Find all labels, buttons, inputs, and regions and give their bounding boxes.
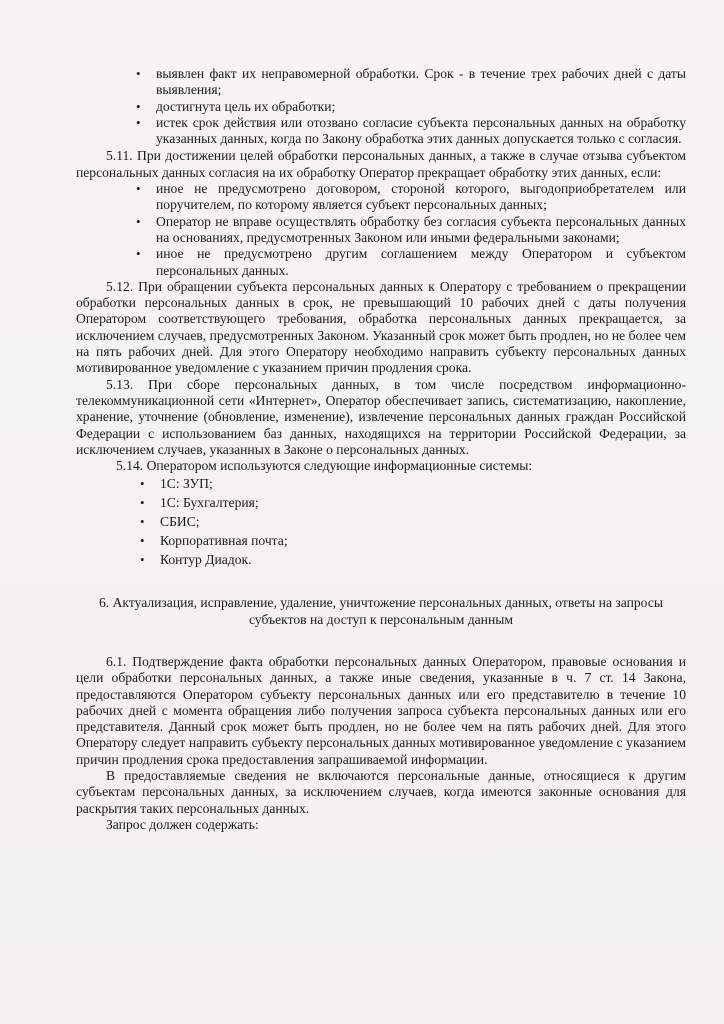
list-item: • Контур Диадок. <box>160 552 686 568</box>
paragraph-5-13: 5.13. При сборе персональных данных, в том числе посредством информационно-телекоммуникационной сети «Интернет», Оператор обеспечивает запись, систематизацию, накопление, хранение, уточнение (обновление, изменение), извлечение персональных данных граждан Российской Федерации с использованием баз данных, находящихся на территории Российской Федерации, за исключением случаев, указанных в Законе о персональных данных. <box>76 376 686 457</box>
list-item: • достигнута цель их обработки; <box>156 99 686 115</box>
list-item: • истек срок действия или отозвано согласие субъекта персональных данных на обработку указанных данных, когда по Закону обработка этих данных допускается только с согласия. <box>156 115 686 148</box>
list-item: • 1С: ЗУП; <box>160 476 686 492</box>
list-item: • 1С: Бухгалтерия; <box>160 495 686 511</box>
paragraph-6-1: 6.1. Подтверждение факта обработки персональных данных Оператором, правовые основания и цели обработки персональных данных, а также иные сведения, указанные в ч. 7 ст. 14 Закона, предоставляются Оператором субъекту персональных данных или его представителю в течение 10 рабочих дней с момента обращения либо получения запроса субъекта персональных данных или его представителя. Данный срок может быть продлен, но не более чем на пять рабочих дней. Для этого Оператору следует направить субъекту персональных данных мотивированное уведомление с указанием причин продления срока предоставления запрашиваемой информации. <box>76 653 686 767</box>
section-6-heading: 6. Актуализация, исправление, удаление, уничтожение персональных данных, ответы на запросы субъектов на доступ к персональным данным <box>98 594 663 627</box>
document-body <box>76 66 686 833</box>
systems-list <box>160 476 686 567</box>
list-item: • иное не предусмотрено договором, стороной которого, выгодоприобретателем или поручителем, по которому является субъект персональных данных; <box>156 181 686 214</box>
list-item: • Корпоративная почта; <box>160 533 686 549</box>
list-item: • иное не предусмотрено другим соглашением между Оператором и субъектом персональных данных. <box>156 246 686 279</box>
paragraph-5-14: 5.14. Оператором используются следующие информационные системы: <box>116 458 533 474</box>
paragraph-5-12: 5.12. При обращении субъекта персональных данных к Оператору с требованием о прекращении обработки персональных данных в срок, не превышающий 10 рабочих дней с даты получения Оператором соответствующего требования, обработка персональных данных прекращается, за исключением случаев, предусмотренных Законом. Указанный срок может быть продлен, но не более чем на пять рабочих дней. Для этого Оператору необходимо направить субъекту персональных данных мотивированное уведомление с указанием причин продления срока. <box>76 278 686 376</box>
list-item: • СБИС; <box>160 514 686 530</box>
paragraph-excluded-data: В предоставляемые сведения не включаются персональные данные, относящиеся к другим субъектам персональных данных, за исключением случаев, когда имеются законные основания для раскрытия таких персональных данных. <box>76 767 686 816</box>
list-item: • Оператор не вправе осуществлять обработку без согласия субъекта персональных данных на основаниях, предусмотренных Законом или иными федеральными законами; <box>156 214 686 247</box>
bullet-list-5-11 <box>156 181 686 279</box>
paragraph-request: Запрос должен содержать: <box>106 816 259 832</box>
paragraph-5-11: 5.11. При достижении целей обработки персональных данных, а также в случае отзыва субъектом персональных данных согласия на их обработку Оператор прекращает обработку этих данных, если: <box>76 148 686 180</box>
bullet-list-top <box>156 66 686 147</box>
list-item: • выявлен факт их неправомерной обработки. Срок - в течение трех рабочих дней с даты выявления; <box>156 66 686 99</box>
